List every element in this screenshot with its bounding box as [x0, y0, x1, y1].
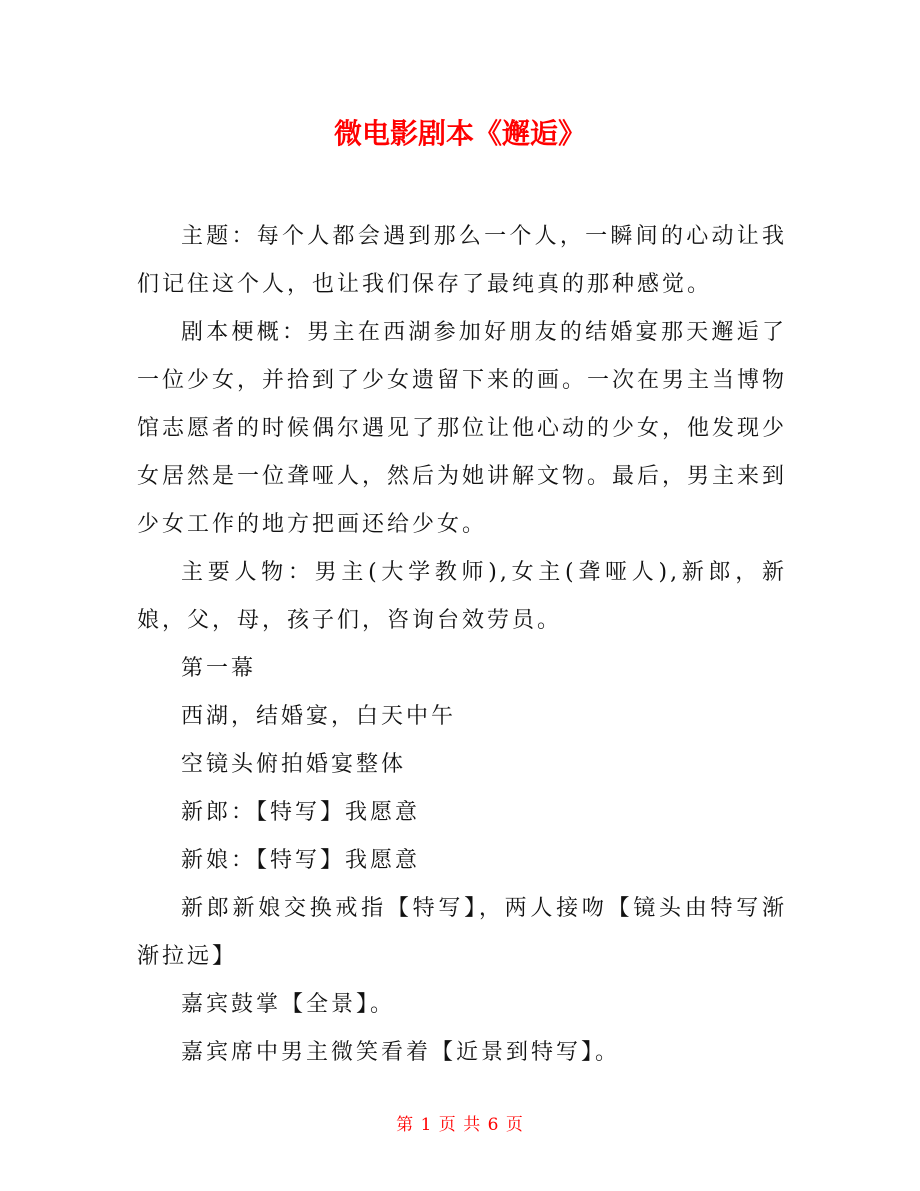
paragraph-act-one: 第一幕 — [181, 656, 257, 681]
paragraph-bride-line: 新娘：【特写】我愿意 — [181, 848, 421, 873]
document-title: 微电影剧本《邂逅》 — [333, 117, 586, 150]
page-footer: 第 1 页 共 6 页 — [396, 1115, 524, 1135]
paragraph-groom-line: 新郎：【特写】我愿意 — [181, 800, 421, 825]
paragraph-theme: 主题：每个人都会遇到那么一个人，一瞬间的心动让我们记住这个人，也让我们保存了最纯真的那种感觉。 — [137, 224, 787, 297]
paragraph-scene-setting: 西湖，结婚宴，白天中午 — [181, 704, 457, 729]
paragraph-ring-exchange: 新郎新娘交换戒指【特写】，两人接吻【镜头由特写渐渐拉远】 — [137, 896, 787, 969]
paragraph-guests-applaud: 嘉宾鼓掌【全景】。 — [181, 992, 396, 1017]
paragraph-shot-overview: 空镜头俯拍婚宴整体 — [181, 752, 407, 777]
paragraph-characters: 主要人物：男主(大学教师),女主(聋哑人),新郎，新娘，父，母，孩子们，咨询台效劳员。 — [137, 560, 787, 633]
paragraph-synopsis: 剧本梗概：男主在西湖参加好朋友的结婚宴那天邂逅了一位少女，并拾到了少女遗留下来的画。一次在男主当博物馆志愿者的时候偶尔遇见了那位让他心动的少女，他发现少女居然是一位聋哑人，然后为她讲解文物。最后，男主来到少女工作的地方把画还给少女。 — [137, 320, 788, 537]
paragraph-male-lead-smile: 嘉宾席中男主微笑看着【近景到特写】。 — [181, 1040, 621, 1065]
document-body — [137, 213, 787, 1077]
